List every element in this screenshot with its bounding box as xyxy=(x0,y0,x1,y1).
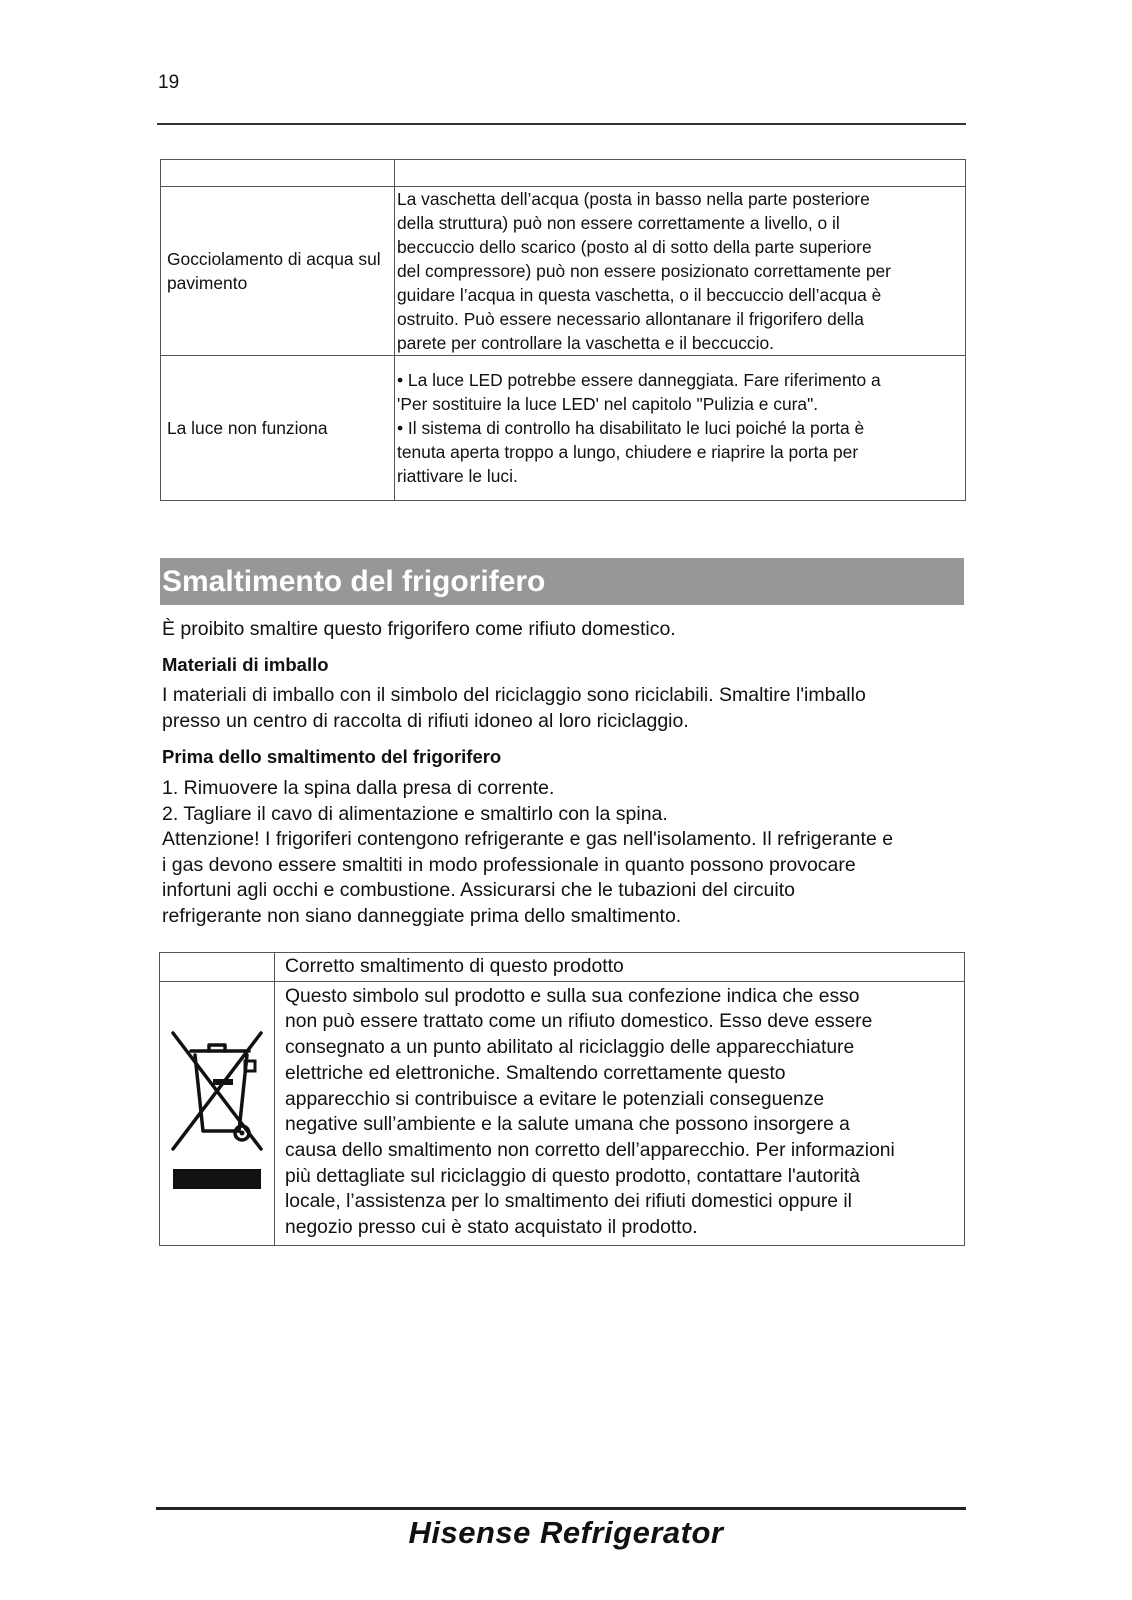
solution-line: della struttura) può non essere correttamente a livello, o il xyxy=(397,213,840,233)
solution-line: del compressore) può non essere posizionato correttamente per xyxy=(397,261,891,281)
paragraph-line: locale, l’assistenza per lo smaltimento dei rifiuti domestici oppure il xyxy=(285,1191,852,1213)
weee-text-cell xyxy=(275,981,965,1245)
section-title: Smaltimento del frigorifero xyxy=(160,558,964,605)
solution-line: tenuta aperta troppo a lungo, chiudere e riaprire la porta per xyxy=(397,442,859,462)
paragraph-line: 2. Tagliare il cavo di alimentazione e smaltirlo con la spina. xyxy=(162,802,668,825)
table-cell-empty xyxy=(160,953,275,982)
packaging-heading: Materiali di imballo xyxy=(162,654,329,675)
solution-line: 'Per sostituire la luce LED' nel capitolo "Pulizia e cura". xyxy=(397,394,819,414)
before-disposal-paragraph xyxy=(162,776,968,929)
paragraph-line: infortuni agli occhi e combustione. Assicurarsi che le tubazioni del circuito xyxy=(162,879,795,901)
weee-header: Corretto smaltimento di questo prodotto xyxy=(275,953,965,982)
solution-line: La vaschetta dell’acqua (posta in basso nella parte posteriore xyxy=(397,189,870,209)
paragraph-line: negozio presso cui è stato acquistato il prodotto. xyxy=(285,1217,698,1239)
packaging-paragraph xyxy=(162,683,968,734)
problem-cell xyxy=(161,356,395,501)
solution-line: beccuccio dello scarico (posto al di sotto della parte superiore xyxy=(397,237,872,257)
crossed-out-wheelie-bin-icon xyxy=(167,1183,267,1204)
problem-text: La luce non funziona xyxy=(167,418,328,438)
before-disposal-heading: Prima dello smaltimento del frigorifero xyxy=(162,746,502,767)
problem-cell xyxy=(161,187,395,356)
brand-logo: Hisense Refrigerator xyxy=(408,1515,724,1550)
paragraph-line: i gas devono essere smaltiti in modo professionale in quanto possono provocare xyxy=(162,853,856,876)
paragraph-line: Questo simbolo sul prodotto e sulla sua confezione indica che esso xyxy=(285,985,860,1007)
weee-body-row xyxy=(160,981,965,1245)
paragraph-line: elettriche ed elettroniche. Smaltendo correttamente questo xyxy=(285,1062,786,1084)
solution-cell xyxy=(395,356,966,501)
table-header-row xyxy=(161,160,966,187)
problem-text: Gocciolamento di acqua sul pavimento xyxy=(167,249,381,293)
paragraph-line: consegnato a un punto abilitato al riciclaggio delle apparecchiature xyxy=(285,1037,855,1059)
solution-line: • Il sistema di controllo ha disabilitato le luci poiché la porta è xyxy=(397,418,865,438)
weee-header-row xyxy=(160,953,965,982)
solution-line: parete per controllare la vaschetta e il beccuccio. xyxy=(397,333,774,353)
intro-text: È proibito smaltire questo frigorifero come rifiuto domestico. xyxy=(162,618,676,640)
page-number: 19 xyxy=(158,72,180,93)
paragraph-line: negative sull’ambiente e la salute umana che possono insorgere a xyxy=(285,1114,850,1136)
table-cell-empty xyxy=(161,160,395,187)
weee-icon-cell xyxy=(160,981,275,1245)
solution-line: guidare l’acqua in questa vaschetta, o il beccuccio dell’acqua è xyxy=(397,285,882,305)
troubleshooting-table xyxy=(160,159,966,501)
paragraph-line: presso un centro di raccolta di rifiuti idoneo al loro riciclaggio. xyxy=(162,709,689,732)
paragraph-line: 1. Rimuovere la spina dalla presa di corrente. xyxy=(162,777,555,799)
solution-cell xyxy=(395,187,966,356)
footer-divider xyxy=(156,1507,966,1510)
paragraph-line: causa dello smaltimento non corretto dell’apparecchio. Per informazioni xyxy=(285,1139,895,1161)
weee-table xyxy=(159,952,965,1246)
solution-line: • La luce LED potrebbe essere danneggiata. Fare riferimento a xyxy=(397,370,881,390)
solution-line: riattivare le luci. xyxy=(397,466,518,486)
table-row xyxy=(161,356,966,501)
paragraph-line: refrigerante non siano danneggiate prima dello smaltimento. xyxy=(162,904,682,927)
paragraph-line: I materiali di imballo con il simbolo del riciclaggio sono riciclabili. Smaltire l'imballo xyxy=(162,684,866,706)
paragraph-line: Attenzione! I frigoriferi contengono refrigerante e gas nell'isolamento. Il refrigerante e xyxy=(162,828,894,850)
header-divider xyxy=(157,123,966,125)
paragraph-line: apparecchio si contribuisce a evitare le potenziali conseguenze xyxy=(285,1088,825,1110)
solution-line: ostruito. Può essere necessario allontanare il frigorifero della xyxy=(397,309,864,329)
paragraph-line: non può essere trattato come un rifiuto domestico. Esso deve essere xyxy=(285,1011,873,1033)
paragraph-line: più dettagliate sul riciclaggio di questo prodotto, contattare l'autorità xyxy=(285,1165,860,1187)
table-cell-empty xyxy=(395,160,966,187)
table-row xyxy=(161,187,966,356)
